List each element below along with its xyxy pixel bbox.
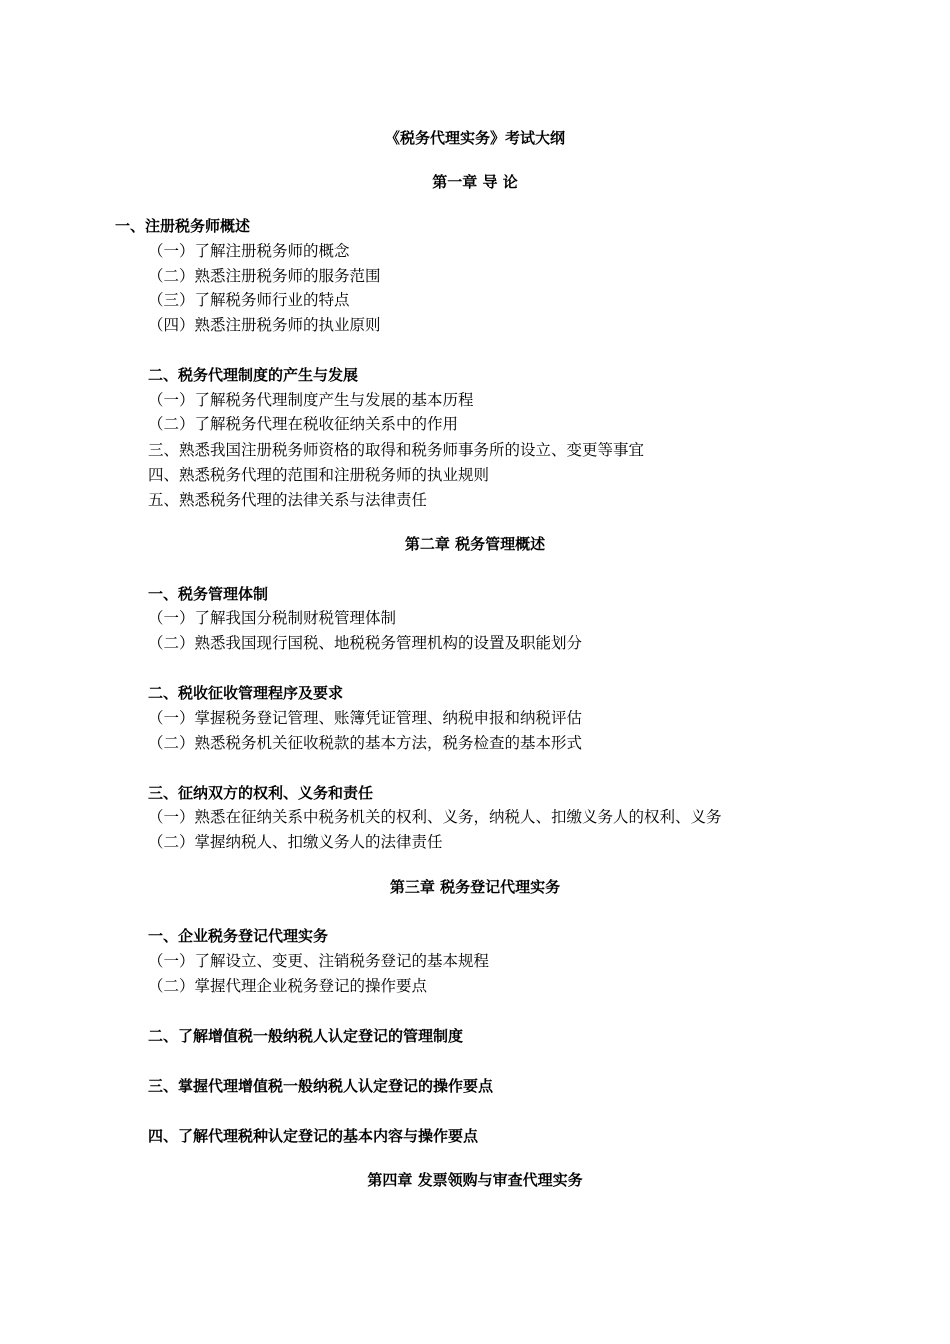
- outline-item: （二）掌握代理企业税务登记的操作要点: [148, 977, 428, 995]
- chapter-heading: 第一章 导 论: [432, 173, 518, 191]
- outline-item: （二）熟悉税务机关征收税款的基本方法，税务检查的基本形式: [148, 734, 583, 752]
- outline-item: （二）熟悉注册税务师的服务范围: [148, 267, 381, 285]
- outline-item: （二）了解税务代理在税收征纳关系中的作用: [148, 415, 459, 433]
- chapter-heading: 第四章 发票领购与审查代理实务: [367, 1171, 583, 1189]
- section-heading: 一、企业税务登记代理实务: [148, 927, 329, 945]
- section-heading: 二、了解增值税一般纳税人认定登记的管理制度: [148, 1027, 464, 1045]
- chapter-heading: 第三章 税务登记代理实务: [389, 878, 561, 896]
- outline-item: （四）熟悉注册税务师的执业原则: [148, 316, 381, 334]
- section-heading: 三、征纳双方的权利、义务和责任: [148, 784, 374, 802]
- chapter-heading: 第二章 税务管理概述: [404, 535, 546, 553]
- outline-item: （二）掌握纳税人、扣缴义务人的法律责任: [148, 833, 443, 851]
- outline-item: （一）了解注册税务师的概念: [148, 242, 350, 260]
- outline-item: （三）了解税务师行业的特点: [148, 291, 350, 309]
- document-title: 《税务代理实务》考试大纲: [384, 129, 565, 147]
- outline-item: （一）掌握税务登记管理、账簿凭证管理、纳税申报和纳税评估: [148, 709, 583, 727]
- section-heading: 二、税收征收管理程序及要求: [148, 684, 344, 702]
- outline-item: （一）了解我国分税制财税管理体制: [148, 609, 397, 627]
- outline-item: （一）了解税务代理制度产生与发展的基本历程: [148, 391, 474, 409]
- outline-item: 三、熟悉我国注册税务师资格的取得和税务师事务所的设立、变更等事宜: [148, 441, 645, 459]
- section-heading: 二、税务代理制度的产生与发展: [148, 366, 359, 384]
- outline-item: （一）熟悉在征纳关系中税务机关的权利、义务，纳税人、扣缴义务人的权利、义务: [148, 808, 722, 826]
- section-heading: 一、税务管理体制: [148, 585, 269, 603]
- section-heading: 一、注册税务师概述: [115, 217, 251, 235]
- outline-item: 五、熟悉税务代理的法律关系与法律责任: [148, 491, 428, 509]
- outline-item: 四、熟悉税务代理的范围和注册税务师的执业规则: [148, 466, 490, 484]
- outline-item: （二）熟悉我国现行国税、地税税务管理机构的设置及职能划分: [148, 634, 583, 652]
- section-heading: 三、掌握代理增值税一般纳税人认定登记的操作要点: [148, 1077, 494, 1095]
- section-heading: 四、了解代理税种认定登记的基本内容与操作要点: [148, 1127, 479, 1145]
- outline-item: （一）了解设立、变更、注销税务登记的基本规程: [148, 952, 490, 970]
